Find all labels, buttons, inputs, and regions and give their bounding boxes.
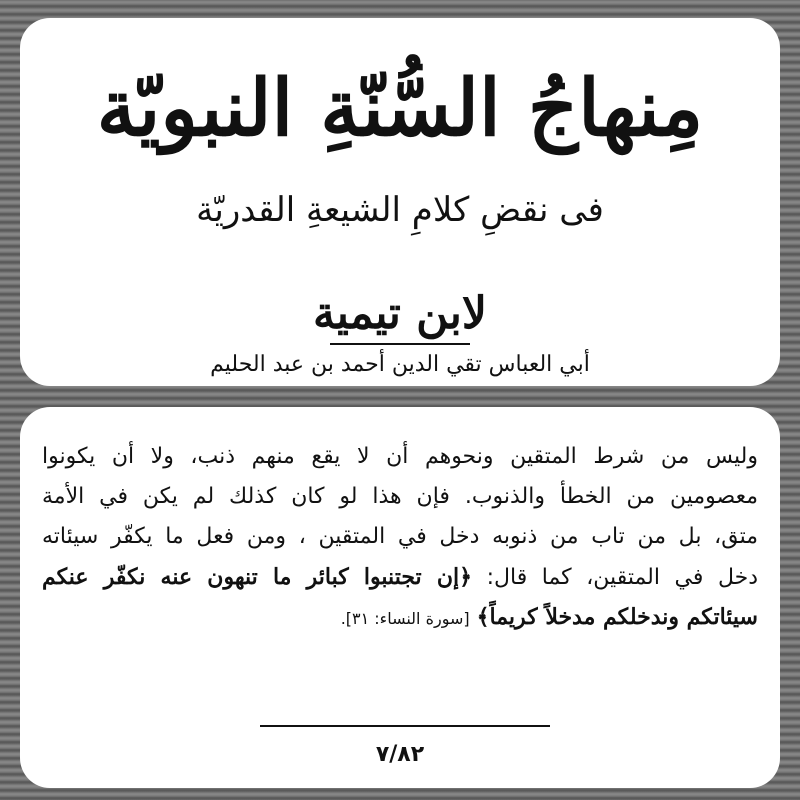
text-line-with-verse	[42, 557, 758, 597]
text-line-with-verse	[42, 597, 758, 637]
excerpt-text	[42, 437, 758, 637]
footnote-divider	[260, 725, 550, 727]
verse-reference: [سورة النساء: ٣١].	[340, 609, 470, 628]
author-underline	[330, 343, 470, 345]
quran-verse: سيئاتكم وندخلكم مدخلاً كريماً﴾	[476, 604, 758, 630]
page-number: ٧/٨٢	[375, 742, 425, 767]
book-title: مِنهاجُ السُّنّةِ النبويّة	[96, 63, 704, 154]
text-line: معصومين من الخطأ والذنوب. فإن هذا لو كان كذلك لم يكن في الأمة	[42, 484, 758, 509]
quran-verse: ﴿إن تجتنبوا كبائر ما تنهون عنه نكفّر عنكم	[42, 564, 473, 590]
book-subtitle: فى نقضِ كلامِ الشيعةِ القدريّة	[196, 190, 604, 230]
page-excerpt-card	[20, 407, 780, 788]
text-line: متق، بل من تاب من ذنوبه دخل في المتقين ، ومن فعل ما يكفّر سيئاته	[42, 524, 758, 549]
author-name: لابن تيمية	[313, 288, 487, 339]
text-line: وليس من شرط المتقين ونحوهم أن لا يقع منهم ذنب، ولا أن يكونوا	[42, 444, 758, 469]
cover-card	[20, 18, 780, 386]
author-full-name: أبي العباس تقي الدين أحمد بن عبد الحليم	[210, 352, 590, 377]
text-segment: دخل في المتقين، كما قال:	[486, 565, 758, 590]
